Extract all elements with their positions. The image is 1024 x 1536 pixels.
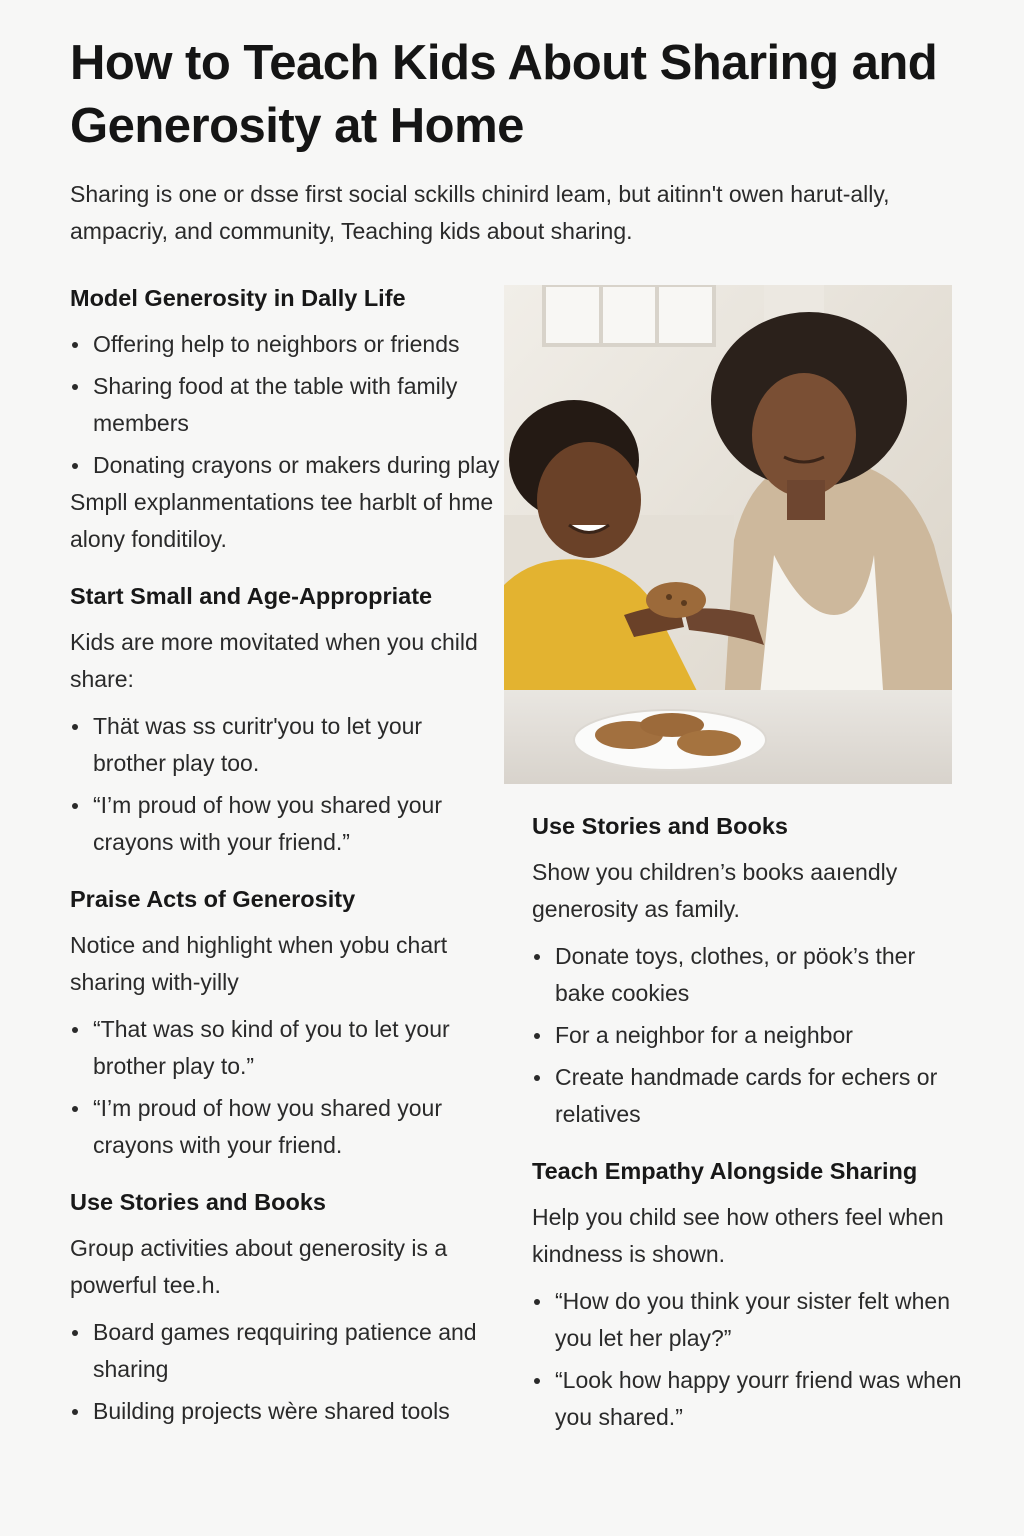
- bullet-icon: [534, 1033, 540, 1039]
- intro-paragraph: Sharing is one or dsse first social sckills chinird leam, but aitinn't owen harut-ally, ampacriy, and community, Teaching kids about sharing.: [70, 181, 890, 244]
- list-item: “How do you think your sister felt when you let her play?”: [532, 1283, 962, 1357]
- left-column: [70, 282, 500, 1452]
- bullet-list: [70, 708, 500, 861]
- bullet-icon: [534, 1378, 540, 1384]
- section-heading: Use Stories and Books: [532, 813, 788, 839]
- section-model-generosity: [70, 282, 500, 558]
- list-item: Offering help to neighbors or friends: [70, 326, 500, 363]
- bullet-icon: [72, 463, 78, 469]
- section-praise-acts: [70, 883, 500, 1164]
- section-start-small: [70, 580, 500, 861]
- section-paragraph: Notice and highlight when yobu chart sharing with-yilly: [70, 932, 448, 995]
- section-heading: Teach Empathy Alongside Sharing: [532, 1158, 918, 1184]
- page-title: How to Teach Kids About Sharing and Generosity at Home: [70, 36, 938, 153]
- section-stories-books-left: [70, 1186, 500, 1430]
- bullet-list: [70, 1011, 500, 1164]
- list-item: “That was so kind of you to let your brother play to.”: [70, 1011, 500, 1085]
- section-paragraph: Smpll explanmentations tee harblt of hme alony fonditiloy.: [70, 489, 494, 552]
- list-item: “I’m proud of how you shared your crayons with your friend.”: [70, 787, 500, 861]
- section-heading: Start Small and Age-Appropriate: [70, 583, 433, 609]
- bullet-icon: [534, 1075, 540, 1081]
- bullet-icon: [534, 1299, 540, 1305]
- list-item: Donating crayons or makers during play: [70, 447, 500, 484]
- list-item: Sharing food at the table with family members: [70, 368, 500, 442]
- section-heading: Praise Acts of Generosity: [70, 886, 356, 912]
- list-item: Thät was ss curitr'you to let your brother play too.: [70, 708, 500, 782]
- bullet-icon: [72, 384, 78, 390]
- section-paragraph: Group activities about generosity is a powerful tee.h.: [70, 1235, 448, 1298]
- bullet-icon: [72, 1330, 78, 1336]
- right-column: [532, 810, 962, 1458]
- bullet-icon: [534, 954, 540, 960]
- list-item: “Look how happy yourr friend was when you shared.”: [532, 1362, 962, 1436]
- bullet-list: [532, 938, 962, 1133]
- section-teach-empathy: [532, 1155, 962, 1436]
- bullet-list: [532, 1283, 962, 1436]
- bullet-icon: [72, 1027, 78, 1033]
- section-paragraph: Show you children’s books aaıendly generosity as family.: [532, 859, 898, 922]
- section-stories-books-right: [532, 810, 962, 1133]
- bullet-icon: [72, 1409, 78, 1415]
- list-item: Building projects wère shared tools: [70, 1393, 500, 1430]
- bullet-icon: [72, 724, 78, 730]
- section-heading: Model Generosity in Dally Life: [70, 285, 406, 311]
- section-paragraph: Kids are more movitated when you child share:: [70, 629, 478, 692]
- bullet-icon: [72, 803, 78, 809]
- bullet-list: [70, 326, 500, 484]
- bullet-icon: [72, 1106, 78, 1112]
- section-paragraph: Help you child see how others feel when kindness is shown.: [532, 1204, 944, 1267]
- list-item: Board games reqquiring patience and sharing: [70, 1314, 500, 1388]
- list-item: For a neighbor for a neighbor: [532, 1017, 962, 1054]
- list-item: Donate toys, clothes, or pöok’s ther bake cookies: [532, 938, 962, 1012]
- list-item: “I’m proud of how you shared your crayons with your friend.: [70, 1090, 500, 1164]
- mother-child-sharing-cookies-photo: [504, 285, 952, 784]
- section-heading: Use Stories and Books: [70, 1189, 326, 1215]
- bullet-icon: [72, 342, 78, 348]
- list-item: Create handmade cards for echers or relatives: [532, 1059, 962, 1133]
- bullet-list: [70, 1314, 500, 1430]
